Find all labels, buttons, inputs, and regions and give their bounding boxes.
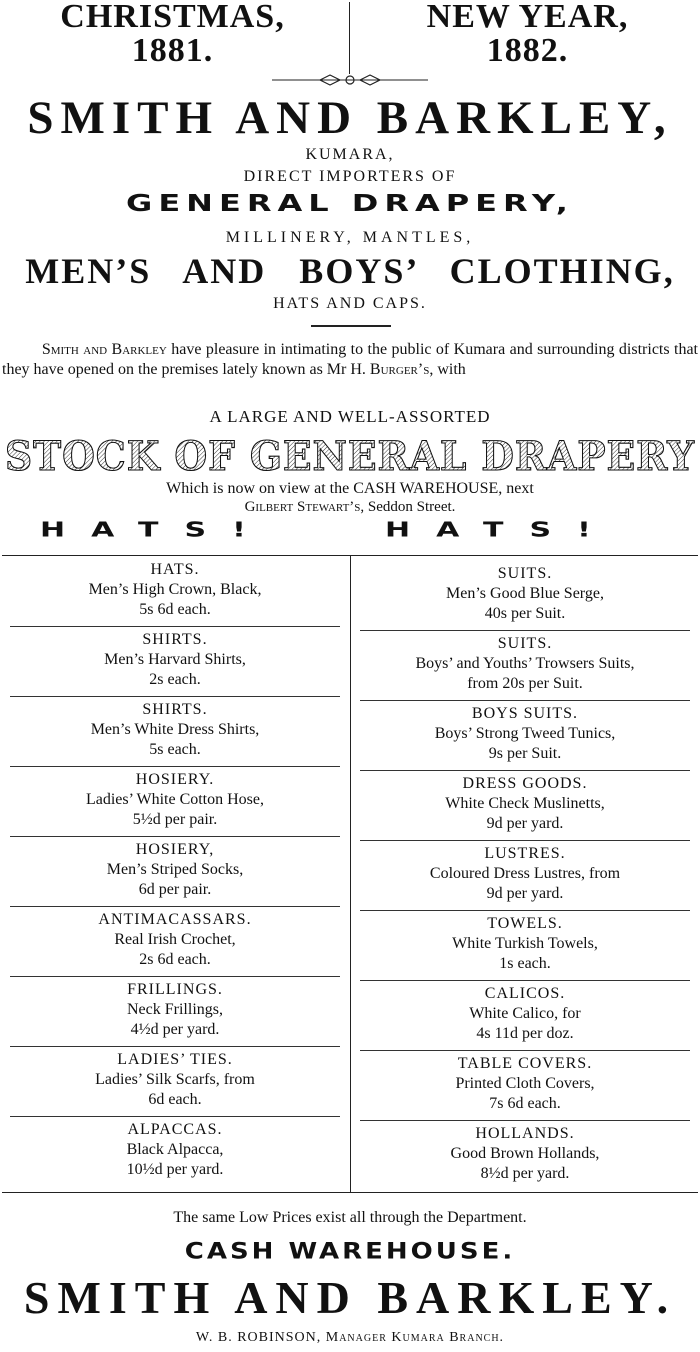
firm-title: SMITH AND BARKLEY, [27,92,673,144]
price-item [5,560,345,620]
hats-caps-line: HATS AND CAPS. [273,295,427,312]
christmas-year: 1881. [131,32,214,69]
hats-banner-right: HATS! [385,518,617,542]
item-separator [360,1120,690,1121]
item-separator [360,910,690,911]
importers-line: DIRECT IMPORTERS OF [243,168,457,185]
item-heading: HOSIERY, [135,841,215,858]
item-price: 6d each. [148,1091,202,1108]
firm-title-footer: SMITH AND BARKLEY. [23,1272,677,1323]
item-heading: CALICOS. [484,985,566,1002]
item-heading: SUITS. [497,565,553,582]
item-price: 1s each. [499,955,551,972]
price-list-left [5,556,345,1192]
item-separator [10,696,340,697]
item-price: 40s per Suit. [484,605,566,622]
item-heading: FRILLINGS. [127,981,223,998]
item-price: 2s 6d each. [139,951,211,968]
item-price: 2s each. [149,671,201,688]
price-item [5,910,345,970]
price-item [355,914,695,974]
item-description: Neck Frillings, [127,1001,223,1018]
item-heading: HOLLANDS. [475,1125,575,1142]
item-price: 8½d per yard. [480,1165,570,1182]
price-item [5,840,345,900]
item-description: Boys’ Strong Tweed Tunics, [434,725,616,742]
item-price: from 20s per Suit. [467,675,583,692]
view-line: Which is now on view at the CASH WAREHOUSE, next [166,480,534,497]
header-divider [349,2,350,74]
item-description: Men’s White Dress Shirts, [90,721,260,738]
price-item [5,980,345,1040]
cash-warehouse-heading: CASH WAREHOUSE. [184,1239,516,1265]
item-price: 4½d per yard. [130,1021,220,1038]
price-item [5,630,345,690]
price-item [355,564,695,624]
intro-paragraph [2,340,698,380]
item-heading: SUITS. [497,635,553,652]
item-heading: SHIRTS. [142,701,208,718]
short-rule [311,325,391,327]
price-item [355,1124,695,1184]
item-price: 5s each. [149,741,201,758]
item-description: Men’s Harvard Shirts, [104,651,246,668]
item-description: Boys’ and Youths’ Trowsers Suits, [415,655,635,672]
item-description: White Turkish Towels, [452,935,598,952]
millinery-line: MILLINERY, MANTLES, [225,229,475,246]
item-heading: ANTIMACASSARS. [98,911,252,928]
item-separator [360,630,690,631]
item-price: 5½d per pair. [132,811,218,828]
hats-banner-left: HATS! [40,518,272,542]
item-separator [360,1050,690,1051]
item-separator [10,626,340,627]
manager-line [0,1330,700,1346]
item-price: 9d per yard. [486,885,564,902]
intro-burger-initial: H. [350,361,370,378]
item-description: Printed Cloth Covers, [455,1075,595,1092]
item-heading: HOSIERY. [135,771,215,788]
item-description: Ladies’ White Cotton Hose, [85,791,265,808]
item-separator [10,836,340,837]
item-separator [10,766,340,767]
item-description: Coloured Dress Lustres, from [429,865,621,882]
item-heading: LUSTRES. [484,845,566,862]
large-stock-line: A LARGE AND WELL-ASSORTED [209,407,491,426]
location-line: KUMARA, [305,146,395,163]
item-heading: DRESS GOODS. [462,775,588,792]
item-description: White Calico, for [469,1005,581,1022]
item-price: 9d per yard. [486,815,564,832]
price-item [5,1120,345,1180]
price-item [5,700,345,760]
item-separator [10,976,340,977]
item-separator [10,906,340,907]
item-heading: TOWELS. [487,915,563,932]
manager-name: W. B. ROBINSON, [195,1330,326,1345]
price-item [5,770,345,830]
price-item [355,1054,695,1114]
price-item [5,1050,345,1110]
stock-banner-text: STOCK OF GENERAL DRAPERY [5,433,695,480]
ornament-divider [270,72,430,88]
price-item [355,634,695,694]
item-separator [360,980,690,981]
intro-burger-name: Burger’s [369,361,430,378]
general-drapery-heading: GENERAL DRAPERY, [126,189,574,217]
item-description: Men’s Striped Socks, [106,861,244,878]
street-name: , Seddon Street. [360,499,456,515]
item-description: White Check Muslinetts, [445,795,605,812]
item-heading: ALPACCAS. [127,1121,223,1138]
item-description: Men’s Good Blue Serge, [446,585,604,602]
street-line [0,498,700,517]
intro-firm-name: Smith and Barkley [41,341,167,358]
item-price: 5s 6d each. [139,601,211,618]
new-year-heading [355,0,700,68]
christmas-line: CHRISTMAS, [60,0,285,35]
table-column-divider [350,556,351,1192]
new-year-year: 1882. [486,32,569,69]
item-price: 9s per Suit. [488,745,562,762]
price-list-right [355,556,695,1192]
intro-text-a: have pleasure in intimating to the public of Kumara and surrounding districts that they have opened on the premises lately known as Mr [2,341,699,378]
price-item [355,774,695,834]
item-separator [360,840,690,841]
item-heading: HATS. [150,561,200,578]
stewart-name: Gilbert Stewart’s [244,499,361,515]
item-price: 10½d per yard. [126,1161,224,1178]
price-item [355,984,695,1044]
manager-title: Manager Kumara Branch. [325,1330,505,1345]
item-heading: BOYS SUITS. [471,705,579,722]
item-heading: LADIES’ TIES. [117,1051,233,1068]
item-description: Real Irish Crochet, [114,931,236,948]
same-low-prices-line: The same Low Prices exist all through the Department. [173,1209,527,1226]
item-price: 6d per pair. [138,881,212,898]
item-price: 7s 6d each. [489,1095,561,1112]
item-description: Men’s High Crown, Black, [88,581,262,598]
item-description: Ladies’ Silk Scarfs, from [95,1071,255,1088]
item-separator [10,1046,340,1047]
christmas-heading [0,0,345,68]
item-separator [10,1116,340,1117]
price-item [355,844,695,904]
table-bottom-rule [2,1192,698,1193]
item-separator [360,700,690,701]
item-description: Black Alpacca, [126,1141,224,1158]
item-separator [360,770,690,771]
price-item [355,704,695,764]
item-description: Good Brown Hollands, [450,1145,600,1162]
stock-banner [0,430,700,480]
intro-text-b: , with [429,361,466,378]
item-heading: TABLE COVERS. [457,1055,593,1072]
clothing-heading: MEN’S AND BOYS’ CLOTHING, [25,251,675,291]
item-price: 4s 11d per doz. [476,1025,574,1042]
item-heading: SHIRTS. [142,631,208,648]
new-year-line: NEW YEAR, [426,0,629,35]
